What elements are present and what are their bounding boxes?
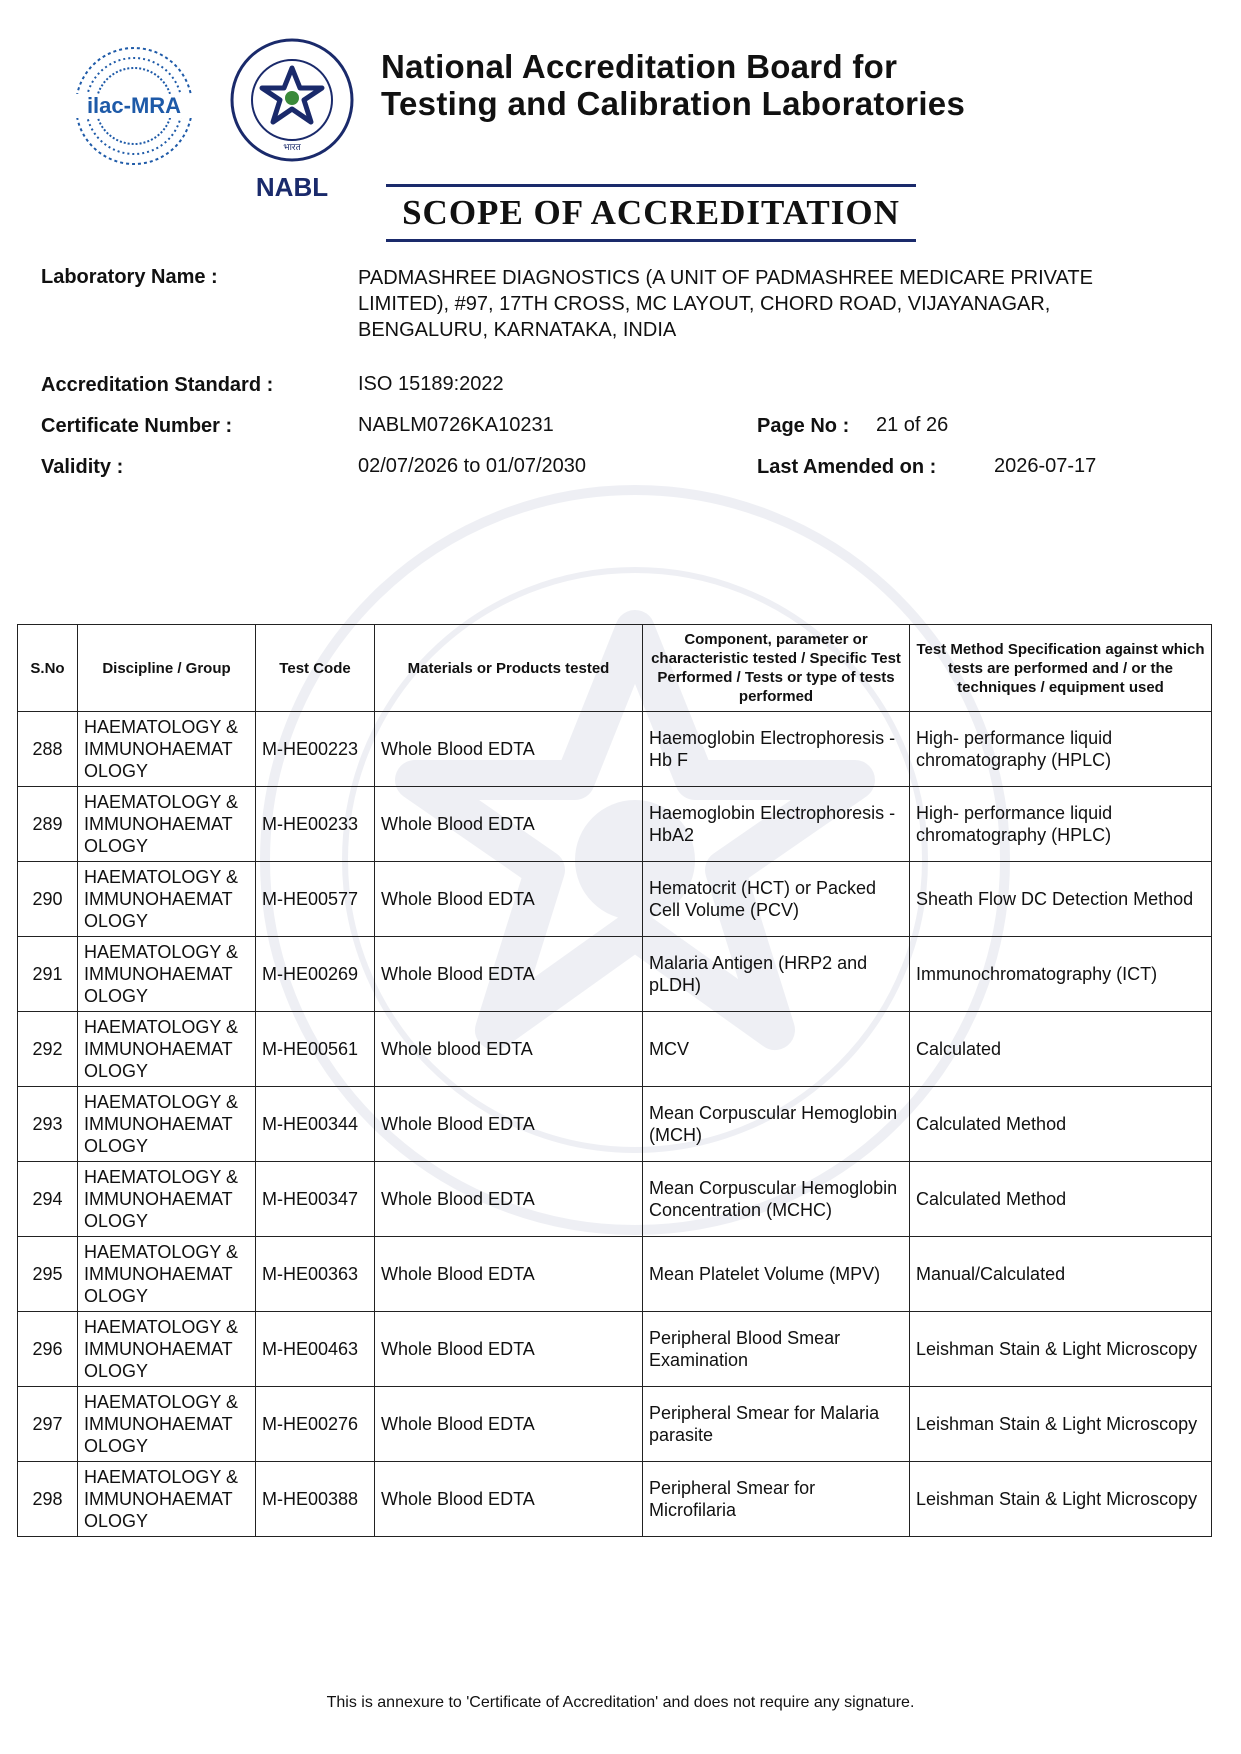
discipline-line: IMMUNOHAEMAT: [84, 739, 233, 759]
cell-component: Peripheral Smear for Microfilaria: [643, 1462, 910, 1537]
discipline-line: HAEMATOLOGY &: [84, 1242, 239, 1262]
cell-material: Whole Blood EDTA: [375, 1387, 643, 1462]
table-header-row: [18, 625, 1212, 712]
cell-component: Haemoglobin Electrophoresis - Hb F: [643, 712, 910, 787]
cell-test-code: M-HE00223: [256, 712, 375, 787]
discipline-line: IMMUNOHAEMAT: [84, 1114, 233, 1134]
cell-component: Mean Platelet Volume (MPV): [643, 1237, 910, 1312]
nabl-logo: [228, 36, 356, 204]
discipline-line: OLOGY: [84, 1061, 149, 1081]
table-row: [18, 1012, 1212, 1087]
header-sno: S.No: [18, 625, 78, 712]
discipline-line: HAEMATOLOGY &: [84, 1092, 239, 1112]
cell-test-code: M-HE00233: [256, 787, 375, 862]
table-row: [18, 1387, 1212, 1462]
cell-discipline: [78, 1012, 256, 1087]
discipline-line: IMMUNOHAEMAT: [84, 1489, 233, 1509]
footer-note: This is annexure to 'Certificate of Accreditation' and does not require any signature.: [326, 1694, 915, 1711]
discipline-line: OLOGY: [84, 836, 149, 856]
nabl-seal-text: भारत: [283, 142, 301, 152]
cell-test-code: M-HE00344: [256, 1087, 375, 1162]
cell-material: Whole Blood EDTA: [375, 937, 643, 1012]
org-name-line1: National Accreditation Board for: [381, 48, 898, 85]
cell-sno: 292: [18, 1012, 78, 1087]
discipline-line: HAEMATOLOGY &: [84, 1392, 239, 1412]
cell-component: Haemoglobin Electrophoresis - HbA2: [643, 787, 910, 862]
discipline-line: IMMUNOHAEMAT: [84, 814, 233, 834]
lab-name-label: Laboratory Name :: [41, 266, 218, 288]
discipline-line: IMMUNOHAEMAT: [84, 964, 233, 984]
discipline-line: IMMUNOHAEMAT: [84, 1039, 233, 1059]
cell-method: High- performance liquid chromatography (HPLC): [910, 787, 1212, 862]
cell-sno: 289: [18, 787, 78, 862]
cell-sno: 297: [18, 1387, 78, 1462]
header-materials: Materials or Products tested: [375, 625, 643, 712]
standard-label: Accreditation Standard :: [41, 374, 274, 396]
cell-test-code: M-HE00347: [256, 1162, 375, 1237]
table-row: [18, 787, 1212, 862]
cell-discipline: [78, 1387, 256, 1462]
cell-discipline: [78, 1312, 256, 1387]
scope-title: SCOPE OF ACCREDITATION: [402, 193, 900, 232]
validity-value: 02/07/2026 to 01/07/2030: [358, 455, 586, 477]
cell-sno: 295: [18, 1237, 78, 1312]
lab-name-line2: LIMITED), #97, 17TH CROSS, MC LAYOUT, CHORD ROAD, VIJAYANAGAR,: [358, 293, 1051, 315]
cell-method: High- performance liquid chromatography (HPLC): [910, 712, 1212, 787]
discipline-line: HAEMATOLOGY &: [84, 717, 239, 737]
cell-component: MCV: [643, 1012, 910, 1087]
cell-method: Manual/Calculated: [910, 1237, 1212, 1312]
validity-label: Validity :: [41, 456, 124, 478]
discipline-line: HAEMATOLOGY &: [84, 792, 239, 812]
cell-discipline: [78, 1462, 256, 1537]
header-discipline: Discipline / Group: [78, 625, 256, 712]
table-body: [18, 712, 1212, 1537]
cell-discipline: [78, 1237, 256, 1312]
discipline-line: OLOGY: [84, 1436, 149, 1456]
discipline-line: HAEMATOLOGY &: [84, 1317, 239, 1337]
org-name-line2: Testing and Calibration Laboratories: [381, 85, 966, 122]
cell-material: Whole Blood EDTA: [375, 862, 643, 937]
cell-discipline: [78, 712, 256, 787]
cell-material: Whole Blood EDTA: [375, 1087, 643, 1162]
discipline-line: HAEMATOLOGY &: [84, 1167, 239, 1187]
cell-test-code: M-HE00388: [256, 1462, 375, 1537]
cell-sno: 288: [18, 712, 78, 787]
discipline-line: OLOGY: [84, 761, 149, 781]
cell-component: Peripheral Smear for Malaria parasite: [643, 1387, 910, 1462]
lab-name-line1: PADMASHREE DIAGNOSTICS (A UNIT OF PADMASHREE MEDICARE PRIVATE: [358, 267, 1093, 289]
cell-discipline: [78, 862, 256, 937]
table-row: [18, 937, 1212, 1012]
discipline-line: OLOGY: [84, 911, 149, 931]
cell-discipline: [78, 937, 256, 1012]
cell-discipline: [78, 1087, 256, 1162]
discipline-line: HAEMATOLOGY &: [84, 1017, 239, 1037]
discipline-line: IMMUNOHAEMAT: [84, 1339, 233, 1359]
cell-sno: 290: [18, 862, 78, 937]
cell-material: Whole Blood EDTA: [375, 1162, 643, 1237]
header-method: Test Method Specification against which tests are performed and / or the techniques / equipment used: [910, 625, 1212, 712]
cell-component: Hematocrit (HCT) or Packed Cell Volume (PCV): [643, 862, 910, 937]
cell-material: Whole blood EDTA: [375, 1012, 643, 1087]
cell-method: Calculated: [910, 1012, 1212, 1087]
cell-material: Whole Blood EDTA: [375, 1237, 643, 1312]
cell-discipline: [78, 787, 256, 862]
discipline-line: IMMUNOHAEMAT: [84, 1189, 233, 1209]
standard-value: ISO 15189:2022: [358, 373, 504, 395]
cell-test-code: M-HE00577: [256, 862, 375, 937]
cell-sno: 293: [18, 1087, 78, 1162]
ilac-mra-logo: [72, 44, 196, 168]
cell-material: Whole Blood EDTA: [375, 1312, 643, 1387]
discipline-line: OLOGY: [84, 986, 149, 1006]
cell-material: Whole Blood EDTA: [375, 712, 643, 787]
cell-method: Leishman Stain & Light Microscopy: [910, 1462, 1212, 1537]
discipline-line: IMMUNOHAEMAT: [84, 1414, 233, 1434]
cell-discipline: [78, 1162, 256, 1237]
cell-method: Calculated Method: [910, 1162, 1212, 1237]
table-row: [18, 1087, 1212, 1162]
discipline-line: OLOGY: [84, 1511, 149, 1531]
cell-sno: 291: [18, 937, 78, 1012]
scope-title-box: [386, 184, 916, 242]
discipline-line: OLOGY: [84, 1136, 149, 1156]
header-component: Component, parameter or characteristic tested / Specific Test Performed / Tests or type of tests performed: [643, 625, 910, 712]
discipline-line: IMMUNOHAEMAT: [84, 889, 233, 909]
lab-name-line3: BENGALURU, KARNATAKA, INDIA: [358, 319, 677, 341]
org-name: [381, 48, 965, 122]
ilac-logo-text: ilac-MRA: [86, 93, 182, 118]
table-row: [18, 1237, 1212, 1312]
certificate-label: Certificate Number :: [41, 415, 233, 437]
cell-method: Leishman Stain & Light Microscopy: [910, 1312, 1212, 1387]
cell-component: Malaria Antigen (HRP2 and pLDH): [643, 937, 910, 1012]
cell-sno: 298: [18, 1462, 78, 1537]
cell-component: Mean Corpuscular Hemoglobin Concentration (MCHC): [643, 1162, 910, 1237]
cell-sno: 296: [18, 1312, 78, 1387]
cell-test-code: M-HE00269: [256, 937, 375, 1012]
cell-method: Leishman Stain & Light Microscopy: [910, 1387, 1212, 1462]
cell-sno: 294: [18, 1162, 78, 1237]
cell-component: Peripheral Blood Smear Examination: [643, 1312, 910, 1387]
cell-component: Mean Corpuscular Hemoglobin (MCH): [643, 1087, 910, 1162]
lab-name-value: [358, 265, 1093, 343]
cell-material: Whole Blood EDTA: [375, 1462, 643, 1537]
discipline-line: OLOGY: [84, 1286, 149, 1306]
discipline-line: HAEMATOLOGY &: [84, 942, 239, 962]
cell-test-code: M-HE00561: [256, 1012, 375, 1087]
discipline-line: HAEMATOLOGY &: [84, 1467, 239, 1487]
cell-test-code: M-HE00363: [256, 1237, 375, 1312]
discipline-line: OLOGY: [84, 1211, 149, 1231]
cell-test-code: M-HE00463: [256, 1312, 375, 1387]
table-row: [18, 1162, 1212, 1237]
table-row: [18, 712, 1212, 787]
table-row: [18, 1312, 1212, 1387]
nabl-logo-text: NABL: [255, 172, 329, 202]
discipline-line: IMMUNOHAEMAT: [84, 1264, 233, 1284]
amended-label: Last Amended on :: [757, 456, 937, 478]
certificate-value: NABLM0726KA10231: [358, 414, 554, 436]
scope-table: [17, 624, 1212, 1537]
cell-method: Immunochromatography (ICT): [910, 937, 1212, 1012]
discipline-line: HAEMATOLOGY &: [84, 867, 239, 887]
amended-value: 2026-07-17: [994, 455, 1097, 477]
page-label: Page No :: [757, 415, 850, 437]
page-value: 21 of 26: [876, 414, 949, 436]
table-row: [18, 862, 1212, 937]
cell-method: Sheath Flow DC Detection Method: [910, 862, 1212, 937]
table-row: [18, 1462, 1212, 1537]
cell-method: Calculated Method: [910, 1087, 1212, 1162]
cell-material: Whole Blood EDTA: [375, 787, 643, 862]
discipline-line: OLOGY: [84, 1361, 149, 1381]
header-test-code: Test Code: [256, 625, 375, 712]
cell-test-code: M-HE00276: [256, 1387, 375, 1462]
